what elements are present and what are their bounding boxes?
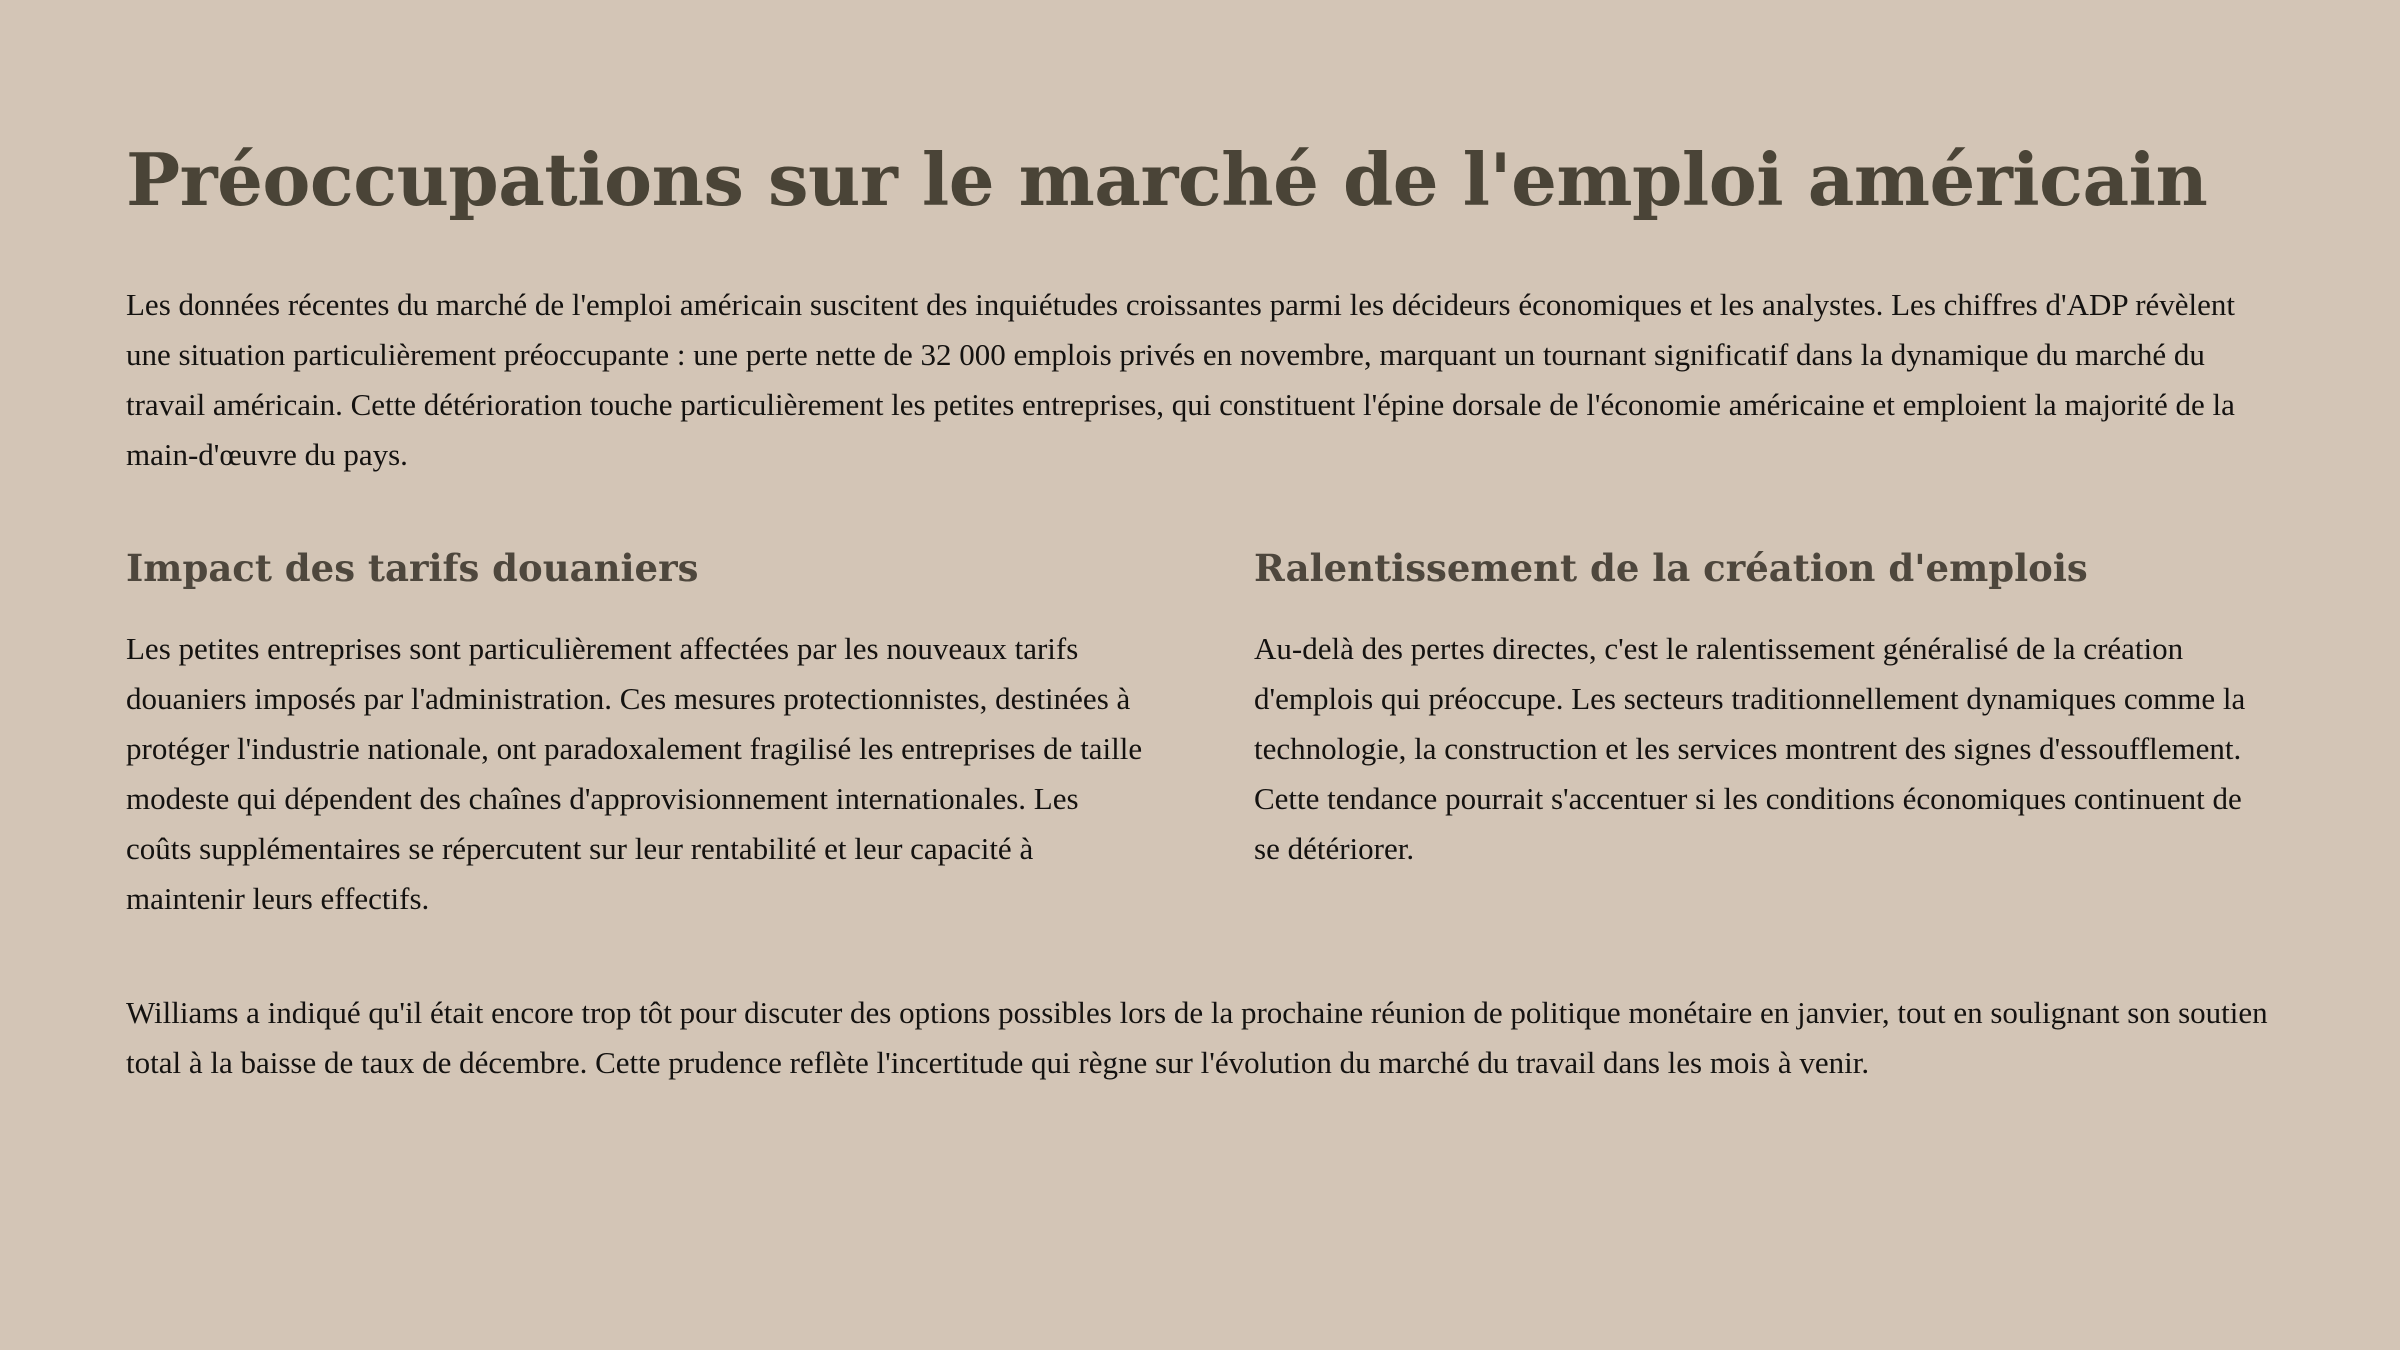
intro-paragraph: Les données récentes du marché de l'emploi américain suscitent des inquiétudes croissantes parmi les décideurs économiques et les analystes. Les chiffres d'ADP révèlent une situation particulièrement préoccupante : une perte nette de 32 000 emplois privés en novembre, marquant un tournant significatif dans la dynamique du marché du travail américain. Cette détérioration touche particulièrement les petites entreprises, qui constituent l'épine dorsale de l'économie américaine et emploient la majorité de la main-d'œuvre du pays. — [126, 287, 2236, 472]
section-heading-job-creation: Ralentissement de la création d'emplois — [1254, 546, 2088, 590]
section-text-job-creation: Au-delà des pertes directes, c'est le ralentissement généralisé de la création d'emplois qui préoccupe. Les secteurs traditionnellement dynamiques comme la technologie, la construction et les services montrent des signes d'essoufflement. Cette tendance pourrait s'accentuer si les conditions économiques continuent de se détériorer. — [1254, 631, 2246, 866]
column-tariffs — [126, 544, 1146, 924]
page-title: Préoccupations sur le marché de l'emploi américain — [126, 137, 2208, 222]
section-heading-tariffs: Impact des tarifs douaniers — [126, 546, 699, 590]
closing-paragraph: Williams a indiqué qu'il était encore trop tôt pour discuter des options possibles lors de la prochaine réunion de politique monétaire en janvier, tout en soulignant son soutien total à la baisse de taux de décembre. Cette prudence reflète l'incertitude qui règne sur l'évolution du marché du travail dans les mois à venir. — [126, 995, 2268, 1080]
section-text-tariffs: Les petites entreprises sont particulièrement affectées par les nouveaux tarifs douaniers imposés par l'administration. Ces mesures protectionnistes, destinées à protéger l'industrie nationale, ont paradoxalement fragilisé les entreprises de taille modeste qui dépendent des chaînes d'approvisionnement internationales. Les coûts supplémentaires se répercutent sur leur rentabilité et leur capacité à maintenir leurs effectifs. — [126, 631, 1143, 916]
two-column-section — [126, 544, 2274, 924]
column-job-creation — [1254, 544, 2274, 924]
